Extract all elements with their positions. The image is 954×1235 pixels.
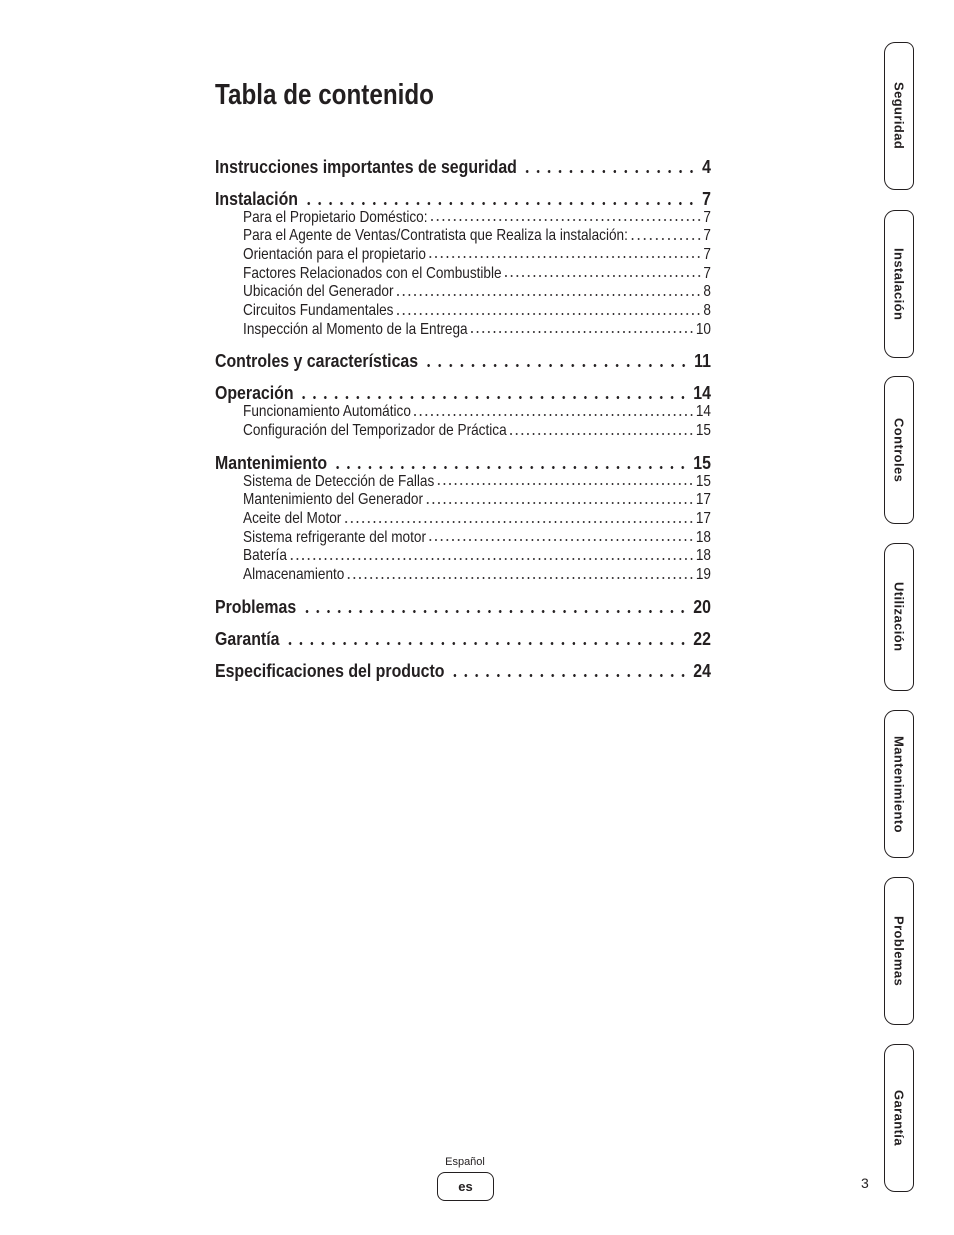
language-label: Español [445, 1156, 485, 1168]
toc-entry-title: Instrucciones importantes de seguridad [215, 155, 517, 177]
side-tab-label: Controles [891, 417, 907, 483]
side-tab-controles [884, 376, 914, 524]
toc-subentry-title: Ubicación del Generador [243, 283, 394, 301]
side-tab-seguridad [884, 42, 914, 190]
toc-subentry-title: Sistema de Detección de Fallas [243, 472, 435, 490]
toc-subentry-page-number: 15 [695, 422, 711, 439]
dot-leader [395, 313, 702, 315]
toc-entry-page-number: 4 [702, 155, 711, 177]
toc-subentry-title: Sistema refrigerante del motor [243, 528, 426, 546]
toc-section-seguridad [215, 156, 711, 177]
dot-leader [299, 396, 689, 399]
toc-entry-mantenimiento [215, 452, 711, 473]
side-tab-label: Seguridad [891, 82, 907, 150]
side-tab-problemas [884, 877, 914, 1025]
toc-subentry-title: Para el Propietario Doméstico: [243, 208, 428, 226]
toc-section-garantia [215, 628, 711, 649]
toc-subentry-propietario-domestico [215, 209, 711, 228]
language-code-badge [437, 1172, 494, 1201]
toc-entry-page-number: 7 [702, 187, 711, 209]
side-tab-label: Problemas [891, 915, 907, 987]
toc-subentry-mantenimiento-generador [215, 491, 711, 510]
toc-subentry-page-number: 7 [703, 245, 711, 263]
dot-leader [425, 502, 694, 504]
toc-subentry-page-number: 7 [703, 264, 711, 282]
toc-subentry-page-number: 14 [695, 403, 711, 421]
toc-subentry-deteccion-fallas [215, 473, 711, 492]
side-tab-label: Utilización [891, 582, 907, 652]
dot-leader [346, 577, 694, 579]
toc-entry-page-number: 11 [694, 350, 711, 372]
toc-subentry-title: Orientación para el propietario [243, 245, 426, 263]
toc-subentry-page-number: 7 [703, 227, 711, 245]
toc-subentry-title: Configuración del Temporizador de Práctica [243, 422, 507, 439]
dot-leader [289, 558, 695, 560]
toc-subentry-page-number: 8 [703, 283, 711, 301]
toc-subentry-factores-combustible [215, 265, 711, 284]
toc-entry-title: Controles y características [215, 350, 419, 372]
toc-subentry-page-number: 19 [695, 566, 711, 584]
language-code: es [458, 1179, 473, 1194]
toc-entry-title: Mantenimiento [215, 451, 328, 473]
toc-entry-page-number: 14 [693, 382, 711, 404]
toc-subentry-agente-ventas [215, 227, 711, 246]
dot-leader [301, 610, 688, 613]
dot-leader [436, 483, 694, 485]
toc-subentry-bateria [215, 547, 711, 566]
dot-leader [343, 521, 694, 523]
page-title: Tabla de contenido [215, 79, 434, 111]
toc-section-operacion [215, 382, 711, 440]
toc-entry-title: Problemas [215, 595, 297, 617]
toc-entry-title: Operación [215, 382, 294, 404]
toc-entry-page-number: 20 [693, 595, 711, 617]
side-tab-instalacion [884, 210, 914, 358]
toc-subentry-title: Almacenamiento [243, 566, 345, 584]
toc-subentry-title: Mantenimiento del Generador [243, 491, 423, 509]
toc-entry-page-number: 24 [693, 659, 711, 681]
side-tab-mantenimiento [884, 710, 914, 858]
dot-leader [413, 414, 695, 416]
toc-entry-garantia [215, 628, 711, 649]
side-tab-utilizacion [884, 543, 914, 691]
dot-leader [428, 256, 702, 258]
toc-subentry-page-number: 10 [695, 320, 711, 338]
dot-leader [469, 331, 694, 333]
toc-section-instalacion [215, 188, 711, 340]
dot-leader [630, 238, 702, 240]
dot-leader [423, 364, 689, 367]
toc-entry-instrucciones-seguridad [215, 156, 711, 177]
dot-leader [428, 539, 694, 541]
toc-subentry-page-number: 7 [703, 208, 711, 226]
side-tab-label: Garantía [891, 1090, 907, 1146]
dot-leader [503, 275, 701, 277]
dot-leader [522, 170, 697, 173]
toc-subentry-title: Circuitos Fundamentales [243, 301, 394, 319]
toc-entry-operacion [215, 382, 711, 403]
toc-section-problemas [215, 596, 711, 617]
dot-leader [429, 219, 702, 221]
toc-subentry-funcionamiento-automatico [215, 403, 711, 422]
toc-subentry-title: Para el Agente de Ventas/Contratista que Realiza la instalación: [243, 227, 628, 245]
toc-entry-especificaciones [215, 660, 711, 681]
toc-subentry-title: Inspección al Momento de la Entrega [243, 320, 468, 338]
toc-subentry-ubicacion-generador [215, 283, 711, 302]
toc-subentry-title: Batería [243, 547, 287, 565]
toc-entry-title: Especificaciones del producto [215, 659, 445, 681]
dot-leader [332, 466, 688, 469]
toc-subentry-page-number: 17 [695, 510, 711, 528]
toc-section-controles [215, 350, 711, 371]
dot-leader [395, 294, 702, 296]
side-tab-label: Instalación [891, 247, 907, 321]
toc-subentry-page-number: 18 [695, 528, 711, 546]
toc-subentry-inspeccion-entrega [215, 321, 711, 340]
toc-subentry-page-number: 15 [695, 472, 711, 490]
toc-entry-instalacion [215, 188, 711, 209]
toc-subentry-page-number: 8 [703, 301, 711, 319]
toc-section-especificaciones [215, 660, 711, 681]
dot-leader [508, 433, 694, 435]
table-of-contents [215, 156, 711, 692]
toc-entry-controles [215, 350, 711, 371]
toc-subentry-orientacion [215, 246, 711, 265]
toc-subentry-aceite-motor [215, 510, 711, 529]
dot-leader [450, 674, 689, 677]
toc-entry-problemas [215, 596, 711, 617]
page-number: 3 [861, 1175, 869, 1191]
toc-subentry-title: Funcionamiento Automático [243, 403, 411, 421]
toc-subentry-title: Aceite del Motor [243, 510, 342, 528]
toc-subentry-page-number: 18 [695, 547, 711, 565]
dot-leader [303, 202, 697, 205]
dot-leader [285, 642, 689, 645]
side-tab-garantia [884, 1044, 914, 1192]
toc-subentry-circuitos-fundamentales [215, 302, 711, 321]
toc-entry-title: Instalación [215, 187, 298, 209]
toc-section-mantenimiento [215, 452, 711, 585]
toc-entry-title: Garantía [215, 627, 280, 649]
toc-subentry-temporizador-practica [215, 422, 711, 441]
toc-subentry-almacenamiento [215, 566, 711, 585]
toc-subentry-page-number: 17 [695, 491, 711, 509]
toc-subentry-title: Factores Relacionados con el Combustible [243, 264, 502, 282]
toc-entry-page-number: 22 [693, 627, 711, 649]
toc-subentry-sistema-refrigerante [215, 529, 711, 548]
side-tab-label: Mantenimiento [891, 735, 907, 833]
toc-entry-page-number: 15 [693, 451, 711, 473]
